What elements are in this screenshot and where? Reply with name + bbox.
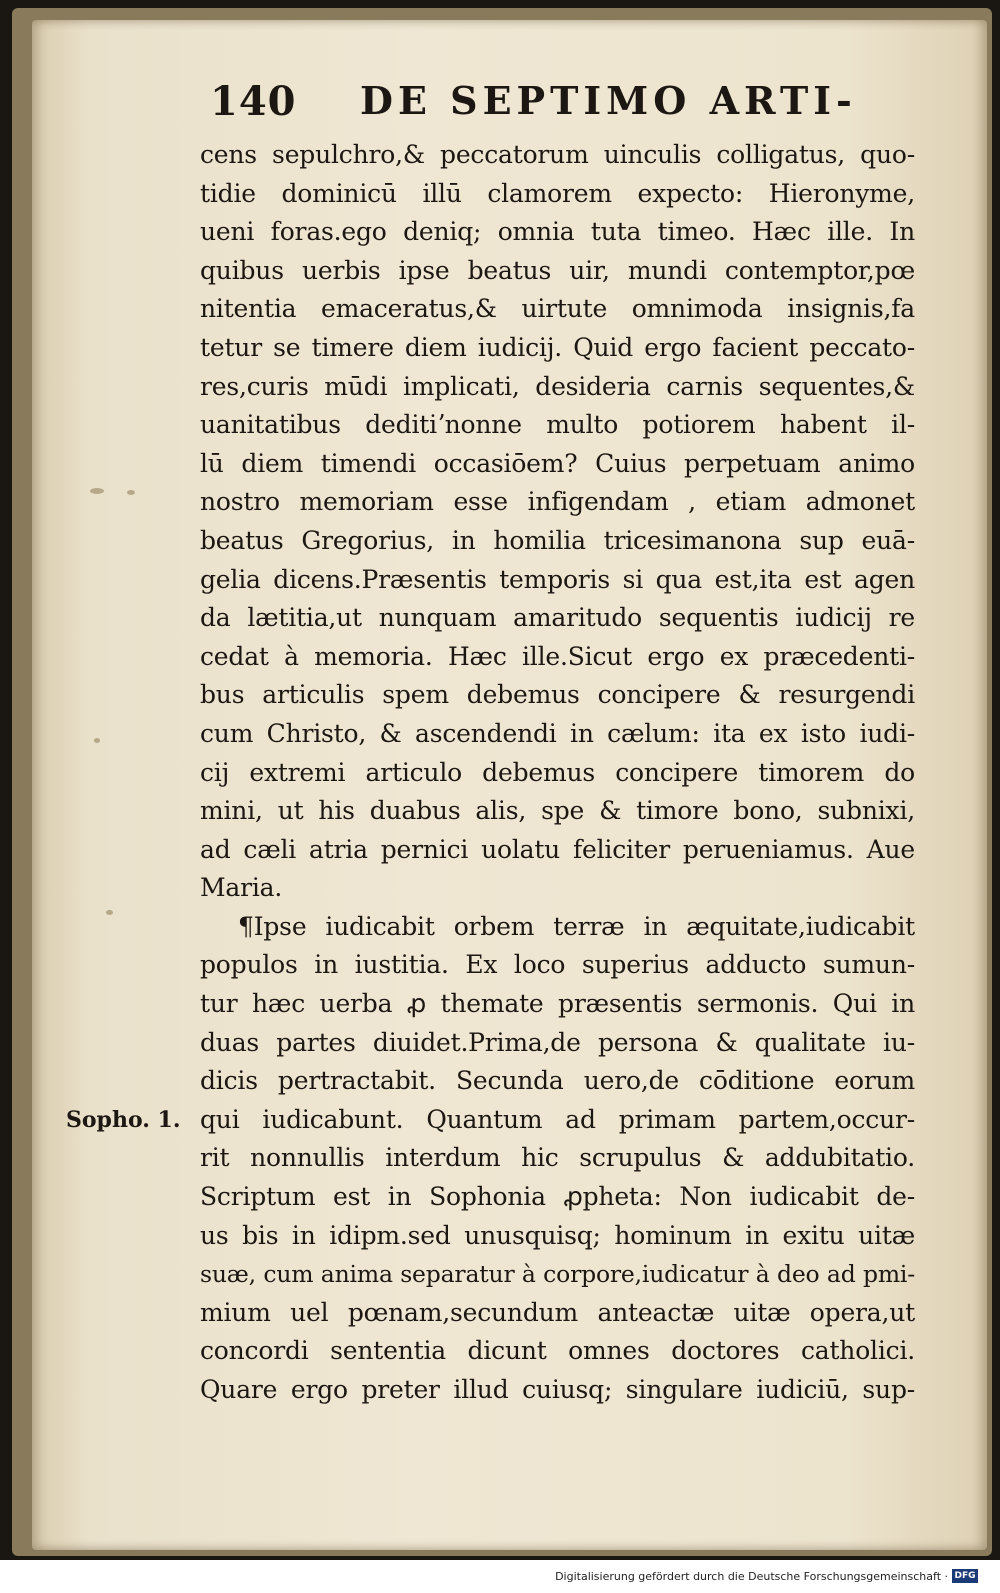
running-title: DE SEPTIMO ARTI- bbox=[360, 78, 857, 123]
text-line: dicis pertractabit. Secunda uero,de cōditione eorum bbox=[200, 1066, 915, 1096]
text-line: quibus uerbis ipse beatus uir, mundi contemptor,pœ bbox=[200, 255, 915, 285]
paragraph-start-line: ¶Ipse iudicabit orbem terræ in æquitate,iudicabit bbox=[238, 911, 915, 941]
margin-note: Sopho. 1. bbox=[66, 1107, 181, 1133]
text-line: cedat à memoria. Hæc ille.Sicut ergo ex præcedenti- bbox=[200, 641, 915, 671]
text-line: gelia dicens.Præsentis temporis si qua est,ita est agen bbox=[200, 564, 915, 594]
text-line: beatus Gregorius, in homilia tricesimanona sup euā- bbox=[200, 525, 915, 555]
text-line: Quare ergo preter illud cuiusq; singulare iudiciū, sup- bbox=[200, 1375, 915, 1404]
paper-stain bbox=[94, 738, 100, 743]
text-line: rit nonnullis interdum hic scrupulus & addubitatio. bbox=[200, 1143, 915, 1173]
text-line: Scriptum est in Sophonia ꝓpheta: Non iudicabit de- bbox=[200, 1182, 915, 1212]
page-number: 140 bbox=[210, 78, 297, 125]
text-line: duas partes diuidet.Prima,de persona & qualitate iu- bbox=[200, 1027, 915, 1057]
text-line: cij extremi articulo debemus concipere timorem do bbox=[200, 757, 915, 787]
text-line: bus articulis spem debemus concipere & resurgendi bbox=[200, 680, 915, 710]
text-line: us bis in idipm.sed unusquisq; hominum in exitu uitæ bbox=[200, 1220, 915, 1250]
page-header bbox=[210, 78, 910, 130]
text-line: cum Christo, & ascendendi in cælum: ita ex isto iudi- bbox=[200, 718, 915, 748]
text-line: ad cæli atria pernici uolatu feliciter perueniamus. Aue bbox=[200, 834, 915, 864]
text-line: tur hæc uerba ꝓ themate præsentis sermonis. Qui in bbox=[200, 989, 915, 1019]
digitization-credit: Digitalisierung gefördert durch die Deutsche Forschungsgemeinschaft · bbox=[555, 1570, 948, 1583]
paper-stain bbox=[127, 490, 135, 495]
text-line: uanitatibus deditiʼnonne multo potiorem habent il- bbox=[200, 410, 915, 440]
text-line: concordi sententia dicunt omnes doctores catholici. bbox=[200, 1336, 915, 1366]
text-line: mium uel pœnam,secundum anteactæ uitæ opera,ut bbox=[200, 1297, 915, 1327]
text-line: ueni foras.ego deniq; omnia tuta timeo. Hæc ille. In bbox=[200, 217, 915, 247]
text-line: tetur se timere diem iudicij. Quid ergo facient peccato- bbox=[200, 332, 915, 362]
text-line: Maria. bbox=[200, 873, 283, 903]
text-line: tidie dominicū illū clamorem expecto: Hieronyme, bbox=[200, 178, 915, 208]
text-line: nostro memoriam esse infigendam , etiam admonet bbox=[200, 487, 915, 517]
text-line: suæ, cum anima separatur à corpore,iudicatur à deo ad pmi- bbox=[200, 1260, 915, 1289]
text-line: res,curis mūdi implicati, desideria carnis sequentes,& bbox=[200, 371, 915, 401]
text-line: lū diem timendi occasiōem? Cuius perpetuam animo bbox=[200, 448, 915, 478]
footer-bar bbox=[0, 1560, 1000, 1593]
dfg-logo-icon: DFG bbox=[952, 1569, 978, 1583]
paper-stain bbox=[90, 488, 104, 494]
text-line: mini, ut his duabus alis, spe & timore bono, subnixi, bbox=[200, 796, 915, 826]
text-line: populos in iustitia. Ex loco superius adducto sumun- bbox=[200, 950, 915, 980]
paper-stain bbox=[106, 910, 113, 915]
text-line: cens sepulchro,& peccatorum uinculis colligatus, quo- bbox=[200, 140, 915, 169]
text-line: nitentia emaceratus,& uirtute omnimoda insignis,fa bbox=[200, 294, 915, 324]
text-line: da lætitia,ut nunquam amaritudo sequentis iudicij re bbox=[200, 603, 915, 633]
body-text bbox=[200, 136, 915, 1410]
text-line: qui iudicabunt. Quantum ad primam partem,occur- bbox=[200, 1104, 915, 1134]
